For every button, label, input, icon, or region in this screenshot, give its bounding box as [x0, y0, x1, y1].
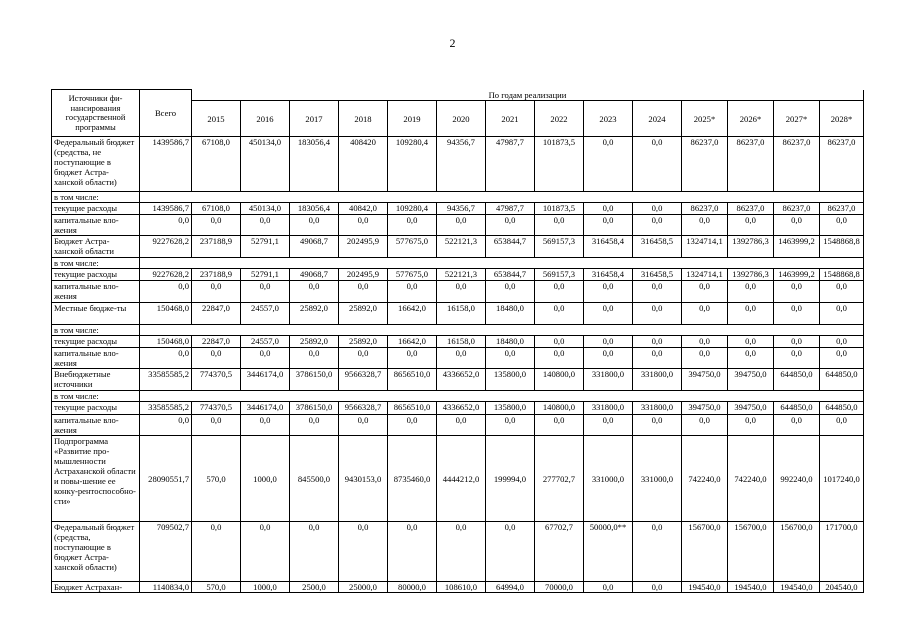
year-value-cell: 24557,0 — [241, 336, 290, 348]
year-value-cell: 0,0 — [774, 336, 820, 348]
table-row — [52, 436, 864, 522]
year-value-cell: 202495,9 — [339, 236, 388, 258]
year-value-cell: 183056,4 — [290, 137, 339, 192]
year-value-cell: 0,0 — [682, 303, 728, 325]
year-value-cell: 94356,7 — [437, 137, 486, 192]
year-value-cell: 16158,0 — [437, 303, 486, 325]
total-cell: 33585585,2 — [140, 369, 192, 391]
year-value-cell: 0,0 — [633, 336, 682, 348]
year-value-cell: 202495,9 — [339, 269, 388, 281]
year-value-cell: 0,0 — [820, 336, 864, 348]
year-value-cell: 4444212,0 — [437, 436, 486, 522]
year-value-cell: 0,0 — [486, 281, 535, 303]
year-value-cell: 0,0 — [241, 215, 290, 236]
year-value-cell: 0,0 — [388, 215, 437, 236]
year-value-cell: 0,0 — [339, 415, 388, 436]
year-value-cell: 0,0 — [584, 203, 633, 215]
year-value-cell: 0,0 — [290, 281, 339, 303]
year-value-cell: 450134,0 — [241, 203, 290, 215]
source-cell: капитальные вло-жения — [52, 415, 140, 436]
year-value-cell: 199994,0 — [486, 436, 535, 522]
note-filler — [140, 391, 864, 402]
year-value-cell: 0,0 — [820, 215, 864, 236]
year-value-cell: 0,0 — [682, 215, 728, 236]
year-header-cell: 2017 — [290, 101, 339, 137]
year-value-cell: 394750,0 — [728, 369, 774, 391]
year-value-cell: 0,0 — [633, 203, 682, 215]
year-value-cell: 1463999,2 — [774, 236, 820, 258]
source-cell: капитальные вло-жения — [52, 215, 140, 236]
total-cell: 28090551,7 — [140, 436, 192, 522]
year-value-cell: 4336652,0 — [437, 369, 486, 391]
year-value-cell: 1000,0 — [241, 436, 290, 522]
table-row — [52, 215, 864, 236]
year-value-cell: 25892,0 — [290, 336, 339, 348]
note-row — [52, 192, 864, 203]
source-cell: Федеральный бюджет (средства, не поступающие в бюджет Астра-ханской области) — [52, 137, 140, 192]
year-value-cell: 237188,9 — [192, 236, 241, 258]
year-value-cell: 0,0 — [241, 348, 290, 369]
year-value-cell: 0,0 — [584, 137, 633, 192]
year-value-cell: 1463999,2 — [774, 269, 820, 281]
year-value-cell: 194540,0 — [682, 582, 728, 593]
year-value-cell: 86237,0 — [728, 137, 774, 192]
year-value-cell: 0,0 — [820, 415, 864, 436]
year-value-cell: 0,0 — [633, 415, 682, 436]
year-header-cell: 2015 — [192, 101, 241, 137]
year-value-cell: 0,0 — [192, 348, 241, 369]
year-header-cell: 2018 — [339, 101, 388, 137]
year-value-cell: 0,0 — [728, 336, 774, 348]
total-cell: 9227628,2 — [140, 269, 192, 281]
table-row — [52, 269, 864, 281]
year-value-cell: 0,0 — [486, 415, 535, 436]
year-value-cell: 0,0 — [633, 303, 682, 325]
note-label: в том числе: — [52, 192, 140, 203]
year-value-cell: 140800,0 — [535, 402, 584, 415]
year-value-cell: 1392786,3 — [728, 269, 774, 281]
year-value-cell: 25000,0 — [339, 582, 388, 593]
source-cell: капитальные вло-жения — [52, 348, 140, 369]
year-value-cell: 47987,7 — [486, 203, 535, 215]
year-value-cell: 0,0 — [820, 348, 864, 369]
year-value-cell: 331800,0 — [584, 369, 633, 391]
year-value-cell: 9566328,7 — [339, 369, 388, 391]
note-label: в том числе: — [52, 258, 140, 269]
table-row — [52, 236, 864, 258]
year-value-cell: 0,0 — [728, 303, 774, 325]
year-value-cell: 0,0 — [339, 281, 388, 303]
source-cell: капитальные вло-жения — [52, 281, 140, 303]
year-value-cell: 394750,0 — [682, 402, 728, 415]
year-value-cell: 0,0 — [728, 281, 774, 303]
table-row — [52, 369, 864, 391]
year-value-cell: 67108,0 — [192, 137, 241, 192]
page-number: 2 — [449, 36, 456, 50]
year-value-cell: 0,0 — [535, 336, 584, 348]
year-value-cell: 101873,5 — [535, 203, 584, 215]
year-value-cell: 331800,0 — [633, 369, 682, 391]
year-value-cell: 16642,0 — [388, 303, 437, 325]
year-value-cell: 156700,0 — [682, 522, 728, 582]
year-value-cell: 86237,0 — [774, 203, 820, 215]
year-value-cell: 992240,0 — [774, 436, 820, 522]
year-value-cell: 1324714,1 — [682, 269, 728, 281]
year-value-cell: 183056,4 — [290, 203, 339, 215]
year-value-cell: 0,0 — [584, 582, 633, 593]
year-value-cell: 0,0 — [682, 415, 728, 436]
year-header-cell: 2016 — [241, 101, 290, 137]
note-label: в том числе: — [52, 325, 140, 336]
year-value-cell: 70000,0 — [535, 582, 584, 593]
year-value-cell: 0,0 — [774, 415, 820, 436]
year-value-cell: 0,0 — [633, 348, 682, 369]
year-value-cell: 316458,4 — [584, 236, 633, 258]
year-value-cell: 135800,0 — [486, 369, 535, 391]
year-value-cell: 16158,0 — [437, 336, 486, 348]
total-header: Всего — [140, 90, 192, 137]
year-value-cell: 316458,5 — [633, 269, 682, 281]
total-cell: 9227628,2 — [140, 236, 192, 258]
source-cell: Местные бюдже-ты — [52, 303, 140, 325]
year-value-cell: 653844,7 — [486, 236, 535, 258]
year-value-cell: 109280,4 — [388, 137, 437, 192]
funding-table — [51, 89, 864, 593]
year-value-cell: 569157,3 — [535, 236, 584, 258]
year-value-cell: 24557,0 — [241, 303, 290, 325]
year-header-cell: 2025* — [682, 101, 728, 137]
year-value-cell: 1017240,0 — [820, 436, 864, 522]
year-value-cell: 86237,0 — [820, 203, 864, 215]
year-value-cell: 8735460,0 — [388, 436, 437, 522]
year-value-cell: 408420 — [339, 137, 388, 192]
year-value-cell: 8656510,0 — [388, 369, 437, 391]
year-value-cell: 0,0 — [728, 215, 774, 236]
year-value-cell: 67108,0 — [192, 203, 241, 215]
year-value-cell: 774370,5 — [192, 369, 241, 391]
year-value-cell: 0,0 — [774, 303, 820, 325]
year-value-cell: 18480,0 — [486, 336, 535, 348]
year-value-cell: 742240,0 — [728, 436, 774, 522]
year-value-cell: 16642,0 — [388, 336, 437, 348]
note-label: в том числе: — [52, 391, 140, 402]
year-value-cell: 0,0 — [192, 415, 241, 436]
year-value-cell: 522121,3 — [437, 236, 486, 258]
year-value-cell: 52791,1 — [241, 236, 290, 258]
year-value-cell: 0,0 — [584, 303, 633, 325]
year-value-cell: 0,0 — [192, 281, 241, 303]
total-cell: 0,0 — [140, 281, 192, 303]
source-header: Источники фи-нансирования государственной программы — [52, 90, 140, 137]
year-value-cell: 204540,0 — [820, 582, 864, 593]
year-value-cell: 331000,0 — [633, 436, 682, 522]
table-row — [52, 281, 864, 303]
year-value-cell: 0,0 — [774, 348, 820, 369]
source-cell: текущие расходы — [52, 336, 140, 348]
year-value-cell: 0,0 — [774, 281, 820, 303]
total-cell: 33585585,2 — [140, 402, 192, 415]
year-value-cell: 0,0 — [241, 281, 290, 303]
source-cell: Бюджет Астрахан- — [52, 582, 140, 593]
note-filler — [140, 192, 864, 203]
year-value-cell: 0,0 — [437, 348, 486, 369]
year-value-cell: 49068,7 — [290, 236, 339, 258]
total-cell: 1140834,0 — [140, 582, 192, 593]
year-value-cell: 171700,0 — [820, 522, 864, 582]
source-cell: текущие расходы — [52, 269, 140, 281]
year-value-cell: 0,0 — [820, 281, 864, 303]
year-value-cell: 0,0 — [535, 415, 584, 436]
year-value-cell: 156700,0 — [774, 522, 820, 582]
year-value-cell: 0,0 — [339, 348, 388, 369]
year-value-cell: 570,0 — [192, 436, 241, 522]
total-cell: 0,0 — [140, 215, 192, 236]
source-cell: Внебюджетные источники — [52, 369, 140, 391]
year-value-cell: 0,0 — [437, 522, 486, 582]
year-value-cell: 156700,0 — [728, 522, 774, 582]
year-header-cell: 2028* — [820, 101, 864, 137]
year-value-cell: 1000,0 — [241, 582, 290, 593]
year-value-cell: 450134,0 — [241, 137, 290, 192]
year-value-cell: 109280,4 — [388, 203, 437, 215]
note-row — [52, 325, 864, 336]
year-value-cell: 22847,0 — [192, 336, 241, 348]
year-value-cell: 86237,0 — [682, 137, 728, 192]
note-row — [52, 258, 864, 269]
source-cell: текущие расходы — [52, 402, 140, 415]
year-value-cell: 0,0 — [633, 281, 682, 303]
table-row — [52, 203, 864, 215]
year-value-cell: 22847,0 — [192, 303, 241, 325]
year-header-cell: 2027* — [774, 101, 820, 137]
table-row — [52, 402, 864, 415]
year-value-cell: 94356,7 — [437, 203, 486, 215]
year-value-cell: 577675,0 — [388, 269, 437, 281]
note-filler — [140, 258, 864, 269]
total-cell: 150468,0 — [140, 336, 192, 348]
total-cell: 709502,7 — [140, 522, 192, 582]
year-value-cell: 0,0 — [486, 215, 535, 236]
year-value-cell: 0,0 — [633, 137, 682, 192]
year-value-cell: 394750,0 — [682, 369, 728, 391]
year-value-cell: 0,0 — [728, 415, 774, 436]
year-value-cell: 0,0 — [584, 215, 633, 236]
year-value-cell: 0,0 — [584, 415, 633, 436]
year-value-cell: 0,0 — [290, 348, 339, 369]
table-row — [52, 582, 864, 593]
year-value-cell: 3446174,0 — [241, 402, 290, 415]
year-value-cell: 0,0 — [388, 348, 437, 369]
table-body — [52, 137, 864, 593]
year-value-cell: 0,0 — [290, 522, 339, 582]
year-value-cell: 40842,0 — [339, 203, 388, 215]
year-value-cell: 3786150,0 — [290, 402, 339, 415]
year-value-cell: 1392786,3 — [728, 236, 774, 258]
year-value-cell: 25892,0 — [339, 303, 388, 325]
table-row — [52, 522, 864, 582]
year-value-cell: 0,0 — [682, 281, 728, 303]
year-value-cell: 18480,0 — [486, 303, 535, 325]
year-value-cell: 86237,0 — [728, 203, 774, 215]
year-value-cell: 9430153,0 — [339, 436, 388, 522]
year-value-cell: 653844,7 — [486, 269, 535, 281]
year-value-cell: 108610,0 — [437, 582, 486, 593]
year-header-cell: 2019 — [388, 101, 437, 137]
year-value-cell: 569157,3 — [535, 269, 584, 281]
year-value-cell: 570,0 — [192, 582, 241, 593]
source-cell: текущие расходы — [52, 203, 140, 215]
year-header-cell: 2021 — [486, 101, 535, 137]
year-value-cell: 80000,0 — [388, 582, 437, 593]
year-value-cell: 194540,0 — [774, 582, 820, 593]
year-value-cell: 644850,0 — [820, 369, 864, 391]
total-cell: 150468,0 — [140, 303, 192, 325]
year-value-cell: 47987,7 — [486, 137, 535, 192]
year-value-cell: 0,0 — [584, 281, 633, 303]
year-value-cell: 394750,0 — [728, 402, 774, 415]
year-value-cell: 135800,0 — [486, 402, 535, 415]
year-value-cell: 0,0 — [633, 215, 682, 236]
year-value-cell: 0,0 — [535, 348, 584, 369]
year-value-cell: 237188,9 — [192, 269, 241, 281]
years-header: По годам реализации — [192, 90, 864, 101]
year-header-cell: 2026* — [728, 101, 774, 137]
year-value-cell: 3786150,0 — [290, 369, 339, 391]
year-value-cell: 277702,7 — [535, 436, 584, 522]
year-value-cell: 0,0 — [437, 415, 486, 436]
year-value-cell: 49068,7 — [290, 269, 339, 281]
year-value-cell: 0,0 — [290, 215, 339, 236]
year-value-cell: 4336652,0 — [437, 402, 486, 415]
total-cell: 1439586,7 — [140, 203, 192, 215]
year-value-cell: 1548868,8 — [820, 236, 864, 258]
total-cell: 1439586,7 — [140, 137, 192, 192]
year-value-cell: 50000,0** — [584, 522, 633, 582]
year-value-cell: 25892,0 — [290, 303, 339, 325]
year-value-cell: 9566328,7 — [339, 402, 388, 415]
year-value-cell: 0,0 — [290, 415, 339, 436]
year-value-cell: 0,0 — [535, 303, 584, 325]
note-filler — [140, 325, 864, 336]
total-cell: 0,0 — [140, 348, 192, 369]
year-value-cell: 0,0 — [535, 215, 584, 236]
note-row — [52, 391, 864, 402]
year-header-cell: 2023 — [584, 101, 633, 137]
year-value-cell: 194540,0 — [728, 582, 774, 593]
year-value-cell: 0,0 — [388, 522, 437, 582]
year-header-cell: 2022 — [535, 101, 584, 137]
total-cell: 0,0 — [140, 415, 192, 436]
year-value-cell: 25892,0 — [339, 336, 388, 348]
year-value-cell: 101873,5 — [535, 137, 584, 192]
year-value-cell: 0,0 — [192, 522, 241, 582]
year-value-cell: 2500,0 — [290, 582, 339, 593]
year-value-cell: 0,0 — [584, 348, 633, 369]
year-value-cell: 0,0 — [339, 215, 388, 236]
table-row — [52, 415, 864, 436]
table-row — [52, 348, 864, 369]
source-cell: Бюджет Астра-ханской области — [52, 236, 140, 258]
year-value-cell: 0,0 — [486, 348, 535, 369]
year-value-cell: 52791,1 — [241, 269, 290, 281]
year-value-cell: 0,0 — [584, 336, 633, 348]
year-value-cell: 86237,0 — [774, 137, 820, 192]
year-value-cell: 0,0 — [535, 281, 584, 303]
year-value-cell: 0,0 — [339, 522, 388, 582]
table-row — [52, 137, 864, 192]
year-value-cell: 67702,7 — [535, 522, 584, 582]
year-value-cell: 742240,0 — [682, 436, 728, 522]
year-value-cell: 86237,0 — [820, 137, 864, 192]
year-value-cell: 522121,3 — [437, 269, 486, 281]
year-value-cell: 0,0 — [388, 281, 437, 303]
year-value-cell: 644850,0 — [774, 402, 820, 415]
year-value-cell: 0,0 — [633, 582, 682, 593]
year-value-cell: 0,0 — [633, 522, 682, 582]
year-value-cell: 0,0 — [388, 415, 437, 436]
source-cell: Подпрограмма «Развитие про-мышленности Астраханской области и повы-шение ее конку-рентоспособно-сти» — [52, 436, 140, 522]
table-row — [52, 303, 864, 325]
year-value-cell: 0,0 — [437, 281, 486, 303]
year-value-cell: 577675,0 — [388, 236, 437, 258]
year-value-cell: 3446174,0 — [241, 369, 290, 391]
year-value-cell: 140800,0 — [535, 369, 584, 391]
year-value-cell: 644850,0 — [774, 369, 820, 391]
year-value-cell: 316458,5 — [633, 236, 682, 258]
year-value-cell: 331800,0 — [633, 402, 682, 415]
year-value-cell: 0,0 — [682, 336, 728, 348]
year-value-cell: 1548868,8 — [820, 269, 864, 281]
year-value-cell: 0,0 — [682, 348, 728, 369]
year-value-cell: 0,0 — [728, 348, 774, 369]
year-value-cell: 0,0 — [241, 415, 290, 436]
table-row — [52, 336, 864, 348]
year-header-cell: 2020 — [437, 101, 486, 137]
year-value-cell: 0,0 — [241, 522, 290, 582]
year-value-cell: 331000,0 — [584, 436, 633, 522]
year-value-cell: 774370,5 — [192, 402, 241, 415]
year-value-cell: 86237,0 — [682, 203, 728, 215]
year-value-cell: 8656510,0 — [388, 402, 437, 415]
year-header-cell: 2024 — [633, 101, 682, 137]
year-value-cell: 644850,0 — [820, 402, 864, 415]
year-value-cell: 0,0 — [486, 522, 535, 582]
year-value-cell: 845500,0 — [290, 436, 339, 522]
year-value-cell: 1324714,1 — [682, 236, 728, 258]
year-value-cell: 0,0 — [437, 215, 486, 236]
year-value-cell: 0,0 — [192, 215, 241, 236]
year-value-cell: 316458,4 — [584, 269, 633, 281]
year-value-cell: 331800,0 — [584, 402, 633, 415]
source-cell: Федеральный бюджет (средства, поступающие в бюджет Астра-ханской области) — [52, 522, 140, 582]
year-value-cell: 0,0 — [774, 215, 820, 236]
year-value-cell: 0,0 — [820, 303, 864, 325]
year-value-cell: 64994,0 — [486, 582, 535, 593]
